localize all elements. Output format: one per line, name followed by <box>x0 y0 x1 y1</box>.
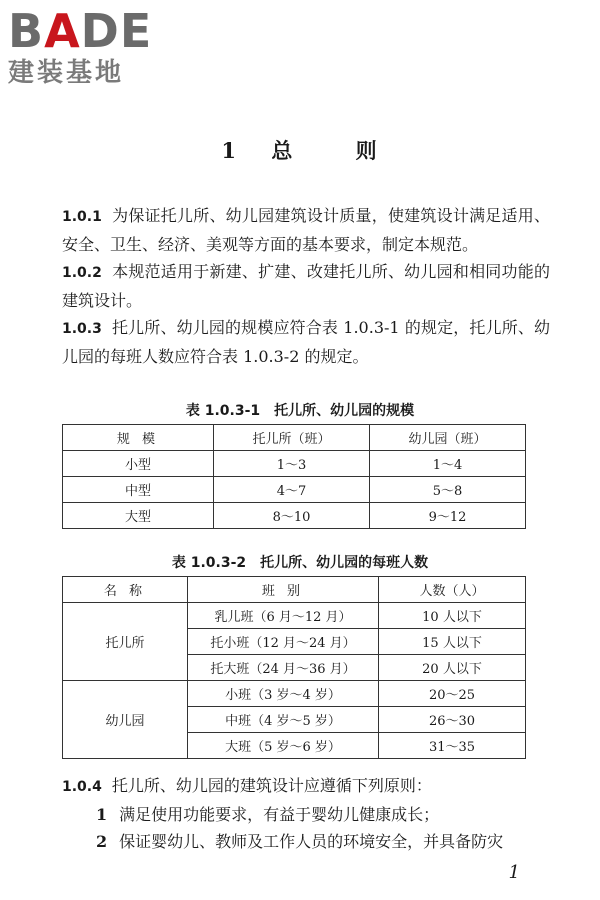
table-cell: 大班（5 岁～6 岁） <box>188 733 379 759</box>
table-row <box>63 477 526 503</box>
table-header: 名 称 <box>63 577 188 603</box>
table-header: 人数（人） <box>379 577 526 603</box>
table-cell: 1～3 <box>214 451 370 477</box>
table-row <box>63 681 526 707</box>
clause-1-0-4-block <box>62 772 550 855</box>
table-cell: 乳儿班（6 月～12 月） <box>188 603 379 629</box>
table-cell: 20 人以下 <box>379 655 526 681</box>
table-cell: 小班（3 岁～4 岁） <box>188 681 379 707</box>
brand-logo <box>8 6 178 92</box>
table-row <box>63 503 526 529</box>
clause: 1.0.2 本规范适用于新建、扩建、改建托儿所、幼儿园和相同功能的建筑设计。 <box>62 262 550 310</box>
table-group-cell: 幼儿园 <box>63 681 188 759</box>
logo-subtitle: 建装基地 <box>8 58 125 88</box>
table-header: 幼儿园（班） <box>370 425 526 451</box>
table-row <box>63 603 526 629</box>
table-cell: 5～8 <box>370 477 526 503</box>
table-header: 托儿所（班） <box>214 425 370 451</box>
chapter-title-part1: 总 <box>271 138 295 163</box>
clauses-block <box>62 202 550 370</box>
table-cell: 托大班（24 月～36 月） <box>188 655 379 681</box>
table-header: 班 别 <box>188 577 379 603</box>
chapter-number: 1 <box>221 138 238 163</box>
table-class-size <box>62 576 526 759</box>
clause: 1.0.3 托儿所、幼儿园的规模应符合表 1.0.3-1 的规定，托儿所、幼儿园的每班人数应符合表 1.0.3-2 的规定。 <box>62 318 550 366</box>
table1-caption: 表 1.0.3-1 托儿所、幼儿园的规模 <box>185 403 415 419</box>
table-cell: 9～12 <box>370 503 526 529</box>
table-header: 规 模 <box>63 425 214 451</box>
table-header-row <box>63 577 526 603</box>
chapter-title-part2: 则 <box>355 138 379 163</box>
page-number: 1 <box>508 862 520 883</box>
table-cell: 4～7 <box>214 477 370 503</box>
table-cell: 中型 <box>63 477 214 503</box>
chapter-title <box>0 135 600 165</box>
list-item: 1 满足使用功能要求，有益于婴幼儿健康成长； <box>96 805 440 824</box>
clause: 1.0.1 为保证托儿所、幼儿园建筑设计质量，使建筑设计满足适用、安全、卫生、经济、美观等方面的基本要求，制定本规范。 <box>62 206 550 254</box>
table-cell: 15 人以下 <box>379 629 526 655</box>
table-group-cell: 托儿所 <box>63 603 188 681</box>
list-item: 2 保证婴幼儿、教师及工作人员的环境安全，并具备防灾 <box>96 832 504 851</box>
table-cell: 1～4 <box>370 451 526 477</box>
table-row <box>63 451 526 477</box>
table-cell: 托小班（12 月～24 月） <box>188 629 379 655</box>
table-cell: 小型 <box>63 451 214 477</box>
table2-caption: 表 1.0.3-2 托儿所、幼儿园的每班人数 <box>171 555 429 571</box>
table-cell: 8～10 <box>214 503 370 529</box>
table-cell: 中班（4 岁～5 岁） <box>188 707 379 733</box>
table-header-row <box>63 425 526 451</box>
table-scale <box>62 424 526 529</box>
table-cell: 26～30 <box>379 707 526 733</box>
clause: 1.0.4 托儿所、幼儿园的建筑设计应遵循下列原则： <box>62 776 432 795</box>
table-cell: 大型 <box>63 503 214 529</box>
table-cell: 10 人以下 <box>379 603 526 629</box>
table-cell: 20～25 <box>379 681 526 707</box>
logo-wordmark: BADE <box>8 4 153 58</box>
table-cell: 31～35 <box>379 733 526 759</box>
